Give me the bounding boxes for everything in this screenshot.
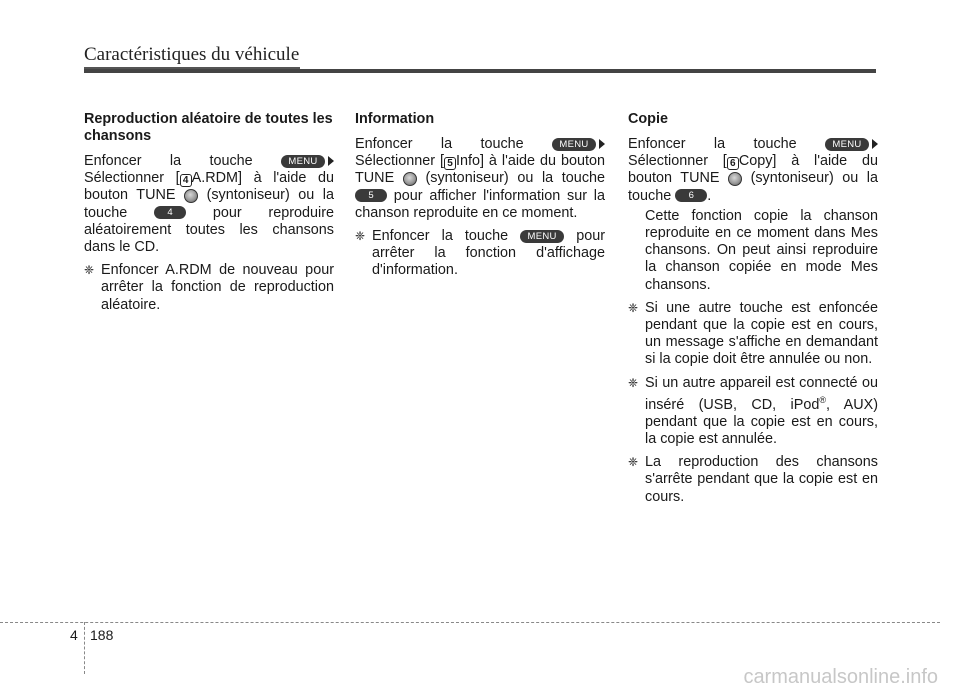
tune-knob-icon [184,189,198,203]
menu-button-icon [281,155,334,168]
menu-label: MENU [825,138,869,151]
paragraph-copy [628,136,878,205]
menu-button-icon: MENU [520,230,564,243]
arrow-right-icon [599,139,605,149]
note-text: pour arrêter la fonction d'affichage d'information. [372,228,605,279]
note-mark-icon: ❈ [628,375,639,390]
tune-knob-icon [728,172,742,186]
text: Copy] à l'aide du bouton TUNE [628,153,878,187]
preset-4-button-icon: 4 [154,206,186,219]
heading-information: Information [355,111,435,127]
heading-copy: Copie [628,111,668,127]
note-mark-icon: ❈ [355,229,366,244]
note-information [355,228,605,280]
column-random-play [84,111,334,320]
tune-knob-icon [403,172,417,186]
text: Sélectionner [ [84,170,180,187]
registered-mark: ® [819,394,827,405]
number-key-5-icon: 5 [444,157,456,170]
text: A.RDM] à l'aide du bouton TUNE [84,170,335,204]
preset-6-button-icon: 6 [675,189,707,202]
heading-random-play: Reproduction aléatoire de toutes les chansons [84,111,333,144]
arrow-right-icon [872,139,878,149]
text: pour reproduire aléatoirement toutes les chansons dans le CD. [84,204,334,256]
footer-rule [0,622,940,623]
text: Sélectionner [ [628,153,727,170]
footer-divider [84,622,85,674]
chapter-number: 4 [70,627,78,643]
section-title: Caractéristiques du véhicule [84,44,300,65]
arrow-right-icon [328,156,334,166]
note-mark-icon: ❈ [628,300,639,315]
text: Enfoncer la touche [355,136,524,152]
note-text: La reproduction des chansons s'arrête pendant que la copie est en cours. [645,454,878,505]
text: Sélectionner [ [355,153,444,170]
note-text: Enfoncer la touche [372,228,509,245]
text: Enfoncer la touche [84,153,253,169]
header-rule [84,69,876,73]
preset-5-button-icon: 5 [355,189,387,202]
text: pour afficher l'information sur la chanson reproduite en ce moment. [355,187,605,221]
note-copy-2 [628,375,878,449]
number-key-6-icon: 6 [727,157,739,170]
note-random-play [84,262,334,314]
text: (syntoniseur) ou la touche [84,187,335,221]
menu-button-icon [552,138,605,151]
watermark: carmanualsonline.info [743,666,938,688]
menu-label: MENU [281,155,325,168]
column-copy [628,111,878,512]
note-copy-1 [628,300,878,369]
menu-label: MENU [552,138,596,151]
note-text: Si un autre appareil est connecté ou inséré (USB, CD, iPod [645,374,878,413]
number-key-4-icon: 4 [180,174,192,187]
note-mark-icon: ❈ [84,263,95,278]
text: . [707,187,712,204]
note-text: Si une autre touche est enfoncée pendant que la copie est en cours, un message s'affiche en demandant si la copie doit être annulée ou non. [645,299,878,368]
paragraph-information [355,136,605,222]
menu-button-icon [825,138,878,151]
paragraph-random-play [84,153,334,256]
note-mark-icon: ❈ [628,455,639,470]
text: (syntoniseur) ou la touche [628,170,879,204]
copy-description: Cette fonction copie la chanson reproduite en ce moment dans Mes chansons. On peut ainsi reproduire la chanson copiée en mode Mes chansons. [645,207,878,293]
note-text: Enfoncer A.RDM de nouveau pour arrêter la fonction de reproduction aléatoire. [101,262,334,313]
column-information [355,111,605,286]
text: Info] à l'aide du bouton TUNE [355,153,606,187]
text: Enfoncer la touche [628,136,797,152]
page-number: 188 [90,627,114,643]
text: (syntoniseur) ou la touche [425,170,606,187]
note-text: , AUX) pendant que la copie est en cours, la copie est annulée. [645,396,879,448]
note-copy-3 [628,454,878,506]
